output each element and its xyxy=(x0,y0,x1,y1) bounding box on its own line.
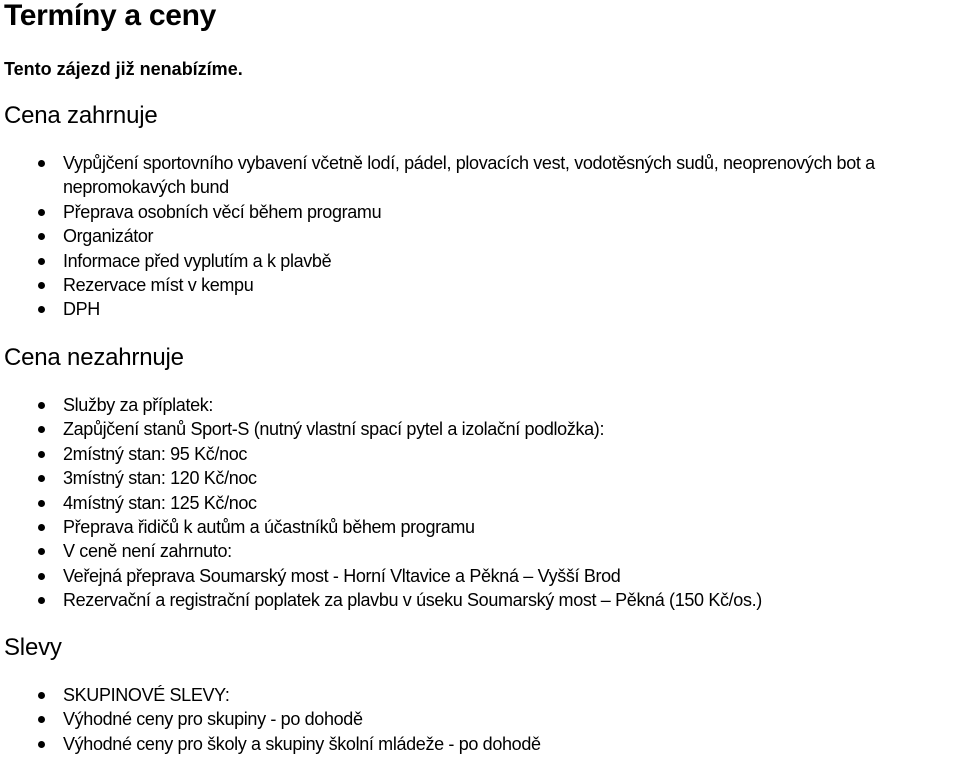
list-item xyxy=(0,249,960,273)
bullet-icon xyxy=(38,451,45,458)
list-item-text: Rezervační a registrační poplatek za plavbu v úseku Soumarský most – Pěkná (150 Kč/os.) xyxy=(63,590,762,611)
bullet-icon xyxy=(38,160,45,167)
list-item xyxy=(0,224,960,248)
list-item-text: Zapůjčení stanů Sport-S (nutný vlastní spací pytel a izolační podložka): xyxy=(63,419,605,440)
bullet-icon xyxy=(38,306,45,313)
list-item xyxy=(0,466,960,490)
list-item-text: Výhodné ceny pro skupiny - po dohodě xyxy=(63,709,363,730)
list-item-text: Vypůjčení sportovního vybavení včetně lodí, pádel, plovacích vest, vodotěsných sudů, neoprenových bot a nepromokavých bund xyxy=(63,153,875,198)
trip-unavailable-notice: Tento zájezd již nenabízíme. xyxy=(4,59,243,79)
bullet-icon xyxy=(38,692,45,699)
list-item xyxy=(0,393,960,417)
list-item xyxy=(0,491,960,515)
list-item xyxy=(0,442,960,466)
list-item xyxy=(0,151,960,200)
bullet-icon xyxy=(38,475,45,482)
list-item-text: Přeprava řidičů k autům a účastníků během programu xyxy=(63,517,475,538)
list-item xyxy=(0,273,960,297)
bullet-icon xyxy=(38,716,45,723)
bullet-icon xyxy=(38,209,45,216)
list-item xyxy=(0,707,960,731)
list-item-text: V ceně není zahrnuto: xyxy=(63,541,232,562)
list-item-text: Informace před vyplutím a k plavbě xyxy=(63,250,332,271)
list-item-text: Rezervace míst v kempu xyxy=(63,275,254,296)
list-item xyxy=(0,683,960,707)
bullet-icon xyxy=(38,597,45,604)
list-item xyxy=(0,200,960,224)
list-item xyxy=(0,588,960,612)
list-item-text: Výhodné ceny pro školy a skupiny školní mládeže - po dohodě xyxy=(63,733,541,754)
list-item-text: Organizátor xyxy=(63,226,154,247)
bullet-icon xyxy=(38,741,45,748)
list-item-text: 3místný stan: 120 Kč/noc xyxy=(63,468,257,489)
list-item-text: SKUPINOVÉ SLEVY: xyxy=(63,685,230,705)
price-includes-list xyxy=(0,151,960,322)
list-item-text: Veřejná přeprava Soumarský most - Horní Vltavice a Pěkná – Vyšší Brod xyxy=(63,565,621,586)
page-title: Termíny a ceny xyxy=(4,0,217,32)
bullet-icon xyxy=(38,233,45,240)
discounts-list xyxy=(0,683,960,756)
list-item-text: 4místný stan: 125 Kč/noc xyxy=(63,492,257,513)
list-item xyxy=(0,417,960,441)
list-item-text: Přeprava osobních věcí během programu xyxy=(63,201,382,222)
list-item xyxy=(0,515,960,539)
bullet-icon xyxy=(38,524,45,531)
list-item-text: 2místný stan: 95 Kč/noc xyxy=(63,443,248,464)
list-item xyxy=(0,539,960,563)
bullet-icon xyxy=(38,402,45,409)
list-item-text: DPH xyxy=(63,299,100,320)
bullet-icon xyxy=(38,282,45,289)
price-excludes-list xyxy=(0,393,960,613)
bullet-icon xyxy=(38,573,45,580)
bullet-icon xyxy=(38,548,45,555)
bullet-icon xyxy=(38,500,45,507)
list-item-text: Služby za příplatek: xyxy=(63,395,214,415)
price-includes-heading: Cena zahrnuje xyxy=(4,102,158,129)
list-item xyxy=(0,564,960,588)
price-excludes-heading: Cena nezahrnuje xyxy=(4,344,184,371)
bullet-icon xyxy=(38,426,45,433)
discounts-heading: Slevy xyxy=(4,634,62,661)
bullet-icon xyxy=(38,258,45,265)
list-item xyxy=(0,297,960,321)
list-item xyxy=(0,732,960,756)
